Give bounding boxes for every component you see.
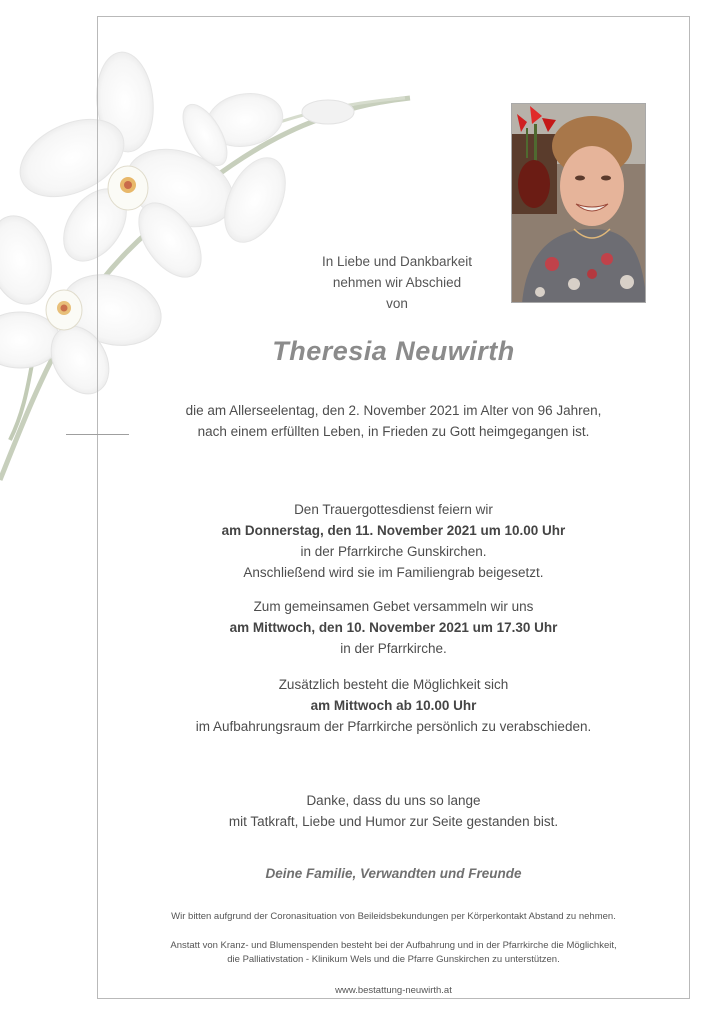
prayer-line: in der Pfarrkirche. [340,641,447,656]
donation-line: Anstatt von Kranz- und Blumenspenden besteht bei der Aufbahrung und in der Pfarrkirche die Möglichkeit, [170,940,617,951]
farewell-date: am Mittwoch ab 10.00 Uhr [310,698,477,713]
donation-note [97,939,690,967]
corona-note: Wir bitten aufgrund der Coronasituation von Beileidsbekundungen per Körperkontakt Abstand zu nehmen. [171,911,616,922]
prayer-line: Zum gemeinsamen Gebet versammeln wir uns [253,599,534,614]
funeral-date: am Donnerstag, den 11. November 2021 um 10.00 Uhr [221,523,566,538]
thanks-line: Danke, dass du uns so lange [306,793,481,808]
funeral-line: Anschließend wird sie im Familiengrab beigesetzt. [243,565,544,580]
intro-line: nehmen wir Abschied [332,275,462,290]
website-link[interactable]: www.bestattung-neuwirth.at [335,985,452,996]
thanks-text [97,790,690,832]
prayer-date: am Mittwoch, den 10. November 2021 um 17.30 Uhr [229,620,558,635]
family-signature: Deine Familie, Verwandten und Freunde [265,866,522,881]
farewell-line: Zusätzlich besteht die Möglichkeit sich [278,677,509,692]
deceased-name: Theresia Neuwirth [272,336,515,366]
farewell-info [97,674,690,737]
donation-line: die Palliativstation - Klinikum Wels und die Pfarre Gunskirchen zu unterstützen. [227,954,560,965]
thanks-line: mit Tatkraft, Liebe und Humor zur Seite gestanden bist. [228,814,559,829]
intro-line: In Liebe und Dankbarkeit [321,254,473,269]
death-notice-line: nach einem erfüllten Leben, in Frieden zu Gott heimgegangen ist. [197,424,590,439]
prayer-info [97,596,690,659]
death-notice [97,400,690,442]
death-notice-line: die am Allerseelentag, den 2. November 2021 im Alter von 96 Jahren, [185,403,602,418]
funeral-line: Den Trauergottesdienst feiern wir [294,502,493,517]
funeral-info [97,499,690,583]
funeral-line: in der Pfarrkirche Gunskirchen. [300,544,487,559]
portrait-photo [511,103,646,303]
farewell-line: im Aufbahrungsraum der Pfarrkirche persönlich zu verabschieden. [195,719,592,734]
intro-text [297,251,497,314]
intro-line: von [386,296,408,311]
